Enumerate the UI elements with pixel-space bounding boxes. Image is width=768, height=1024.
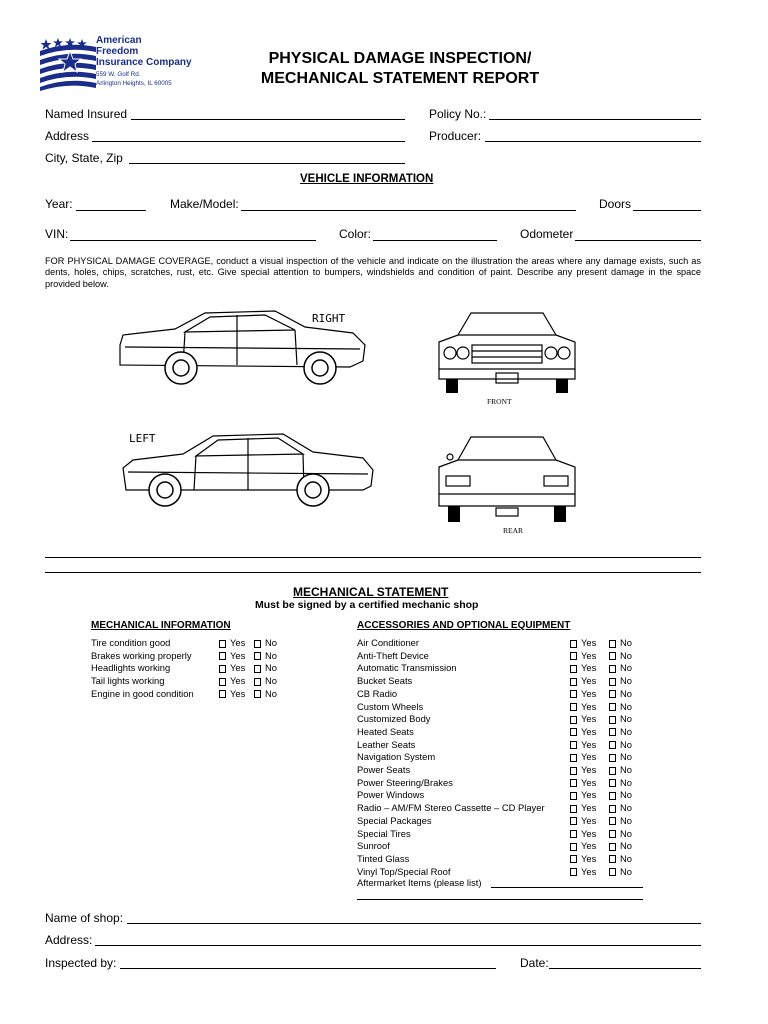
- yes-option[interactable]: [570, 866, 596, 877]
- yes-label: Yes: [581, 789, 597, 801]
- vehicle-info-heading: VEHICLE INFORMATION: [300, 173, 434, 185]
- no-option[interactable]: [609, 637, 632, 648]
- checklist-item-label: Leather Seats: [357, 738, 416, 750]
- checklist-row: [357, 777, 657, 788]
- no-checkbox[interactable]: [609, 678, 616, 686]
- yes-label: Yes: [581, 700, 597, 712]
- checklist-item-label: Special Packages: [357, 814, 432, 826]
- yes-option[interactable]: [570, 701, 596, 712]
- company-name-2: Freedom: [96, 46, 139, 57]
- checklist-row: [357, 701, 657, 712]
- yes-label: Yes: [581, 662, 597, 674]
- no-checkbox[interactable]: [609, 779, 616, 787]
- no-checkbox[interactable]: [609, 716, 616, 724]
- checklist-item-label: Navigation System: [357, 751, 436, 763]
- policy-no-label: Policy No.:: [429, 107, 487, 121]
- company-name-1: American: [96, 35, 142, 46]
- no-label: No: [620, 865, 632, 877]
- yes-checkbox[interactable]: [570, 830, 577, 838]
- checklist-row: [91, 662, 391, 673]
- named-insured-field[interactable]: [131, 119, 405, 120]
- no-label: No: [620, 687, 632, 699]
- yes-checkbox[interactable]: [219, 665, 226, 673]
- checklist-item-label: Headlights working: [91, 662, 171, 674]
- yes-label: Yes: [581, 713, 597, 725]
- yes-option[interactable]: [570, 802, 596, 813]
- no-option[interactable]: [254, 675, 277, 686]
- shop-name-field[interactable]: [127, 923, 701, 924]
- doors-label: Doors: [599, 197, 632, 211]
- form-title-line1: PHYSICAL DAMAGE INSPECTION/: [268, 50, 532, 67]
- mechanical-statement-subheading: Must be signed by a certified mechanic shop: [255, 599, 479, 611]
- yes-option[interactable]: [219, 637, 245, 648]
- no-checkbox[interactable]: [254, 690, 261, 698]
- no-option[interactable]: [254, 688, 277, 699]
- checklist-item-label: Tail lights working: [91, 675, 165, 687]
- producer-field[interactable]: [485, 141, 701, 142]
- no-label: No: [620, 662, 632, 674]
- car-left-side-illustration[interactable]: [118, 428, 378, 513]
- no-label: No: [265, 637, 277, 648]
- yes-checkbox[interactable]: [570, 754, 577, 762]
- yes-label: Yes: [230, 649, 246, 661]
- shop-address-field[interactable]: [95, 945, 701, 946]
- checklist-item-label: Customized Body: [357, 713, 431, 725]
- flag-icon: [40, 37, 96, 91]
- company-address-2: Arlington Heights, IL 60005: [96, 80, 172, 87]
- no-label: No: [265, 687, 277, 699]
- odometer-label: Odometer: [520, 227, 574, 241]
- checklist-item-label: Air Conditioner: [357, 637, 420, 648]
- yes-option[interactable]: [219, 675, 245, 686]
- yes-checkbox[interactable]: [570, 728, 577, 736]
- checklist-item-label: Engine in good condition: [91, 687, 194, 699]
- yes-option[interactable]: [219, 650, 245, 661]
- yes-checkbox[interactable]: [219, 690, 226, 698]
- yes-label: Yes: [581, 865, 597, 877]
- yes-option[interactable]: [570, 764, 596, 775]
- damage-description-line-1[interactable]: [45, 557, 701, 558]
- yes-option[interactable]: [570, 853, 596, 864]
- no-option[interactable]: [609, 675, 632, 686]
- yes-option[interactable]: [570, 713, 596, 724]
- checklist-item-label: CB Radio: [357, 687, 398, 699]
- no-option[interactable]: [609, 726, 632, 737]
- shop-address-label: Address:: [45, 933, 93, 947]
- no-label: No: [620, 751, 632, 763]
- no-checkbox[interactable]: [609, 767, 616, 775]
- no-option[interactable]: [609, 840, 632, 851]
- no-label: No: [265, 662, 277, 674]
- checklist-row: [91, 688, 391, 699]
- yes-checkbox[interactable]: [570, 716, 577, 724]
- no-label: No: [620, 675, 632, 687]
- checklist-row: [357, 853, 657, 864]
- checklist-item-label: Power Seats: [357, 764, 411, 775]
- yes-label: Yes: [581, 764, 597, 775]
- no-option[interactable]: [609, 777, 632, 788]
- no-option[interactable]: [609, 866, 632, 877]
- yes-checkbox[interactable]: [570, 640, 577, 648]
- no-checkbox[interactable]: [609, 665, 616, 673]
- color-label: Color:: [339, 227, 372, 241]
- yes-option[interactable]: [570, 662, 596, 673]
- no-option[interactable]: [609, 701, 632, 712]
- no-checkbox[interactable]: [609, 690, 616, 698]
- yes-checkbox[interactable]: [570, 817, 577, 825]
- yes-label: Yes: [581, 802, 597, 814]
- yes-checkbox[interactable]: [570, 843, 577, 851]
- yes-checkbox[interactable]: [570, 792, 577, 800]
- yes-option[interactable]: [570, 815, 596, 826]
- yes-option[interactable]: [570, 688, 596, 699]
- no-label: No: [620, 738, 632, 750]
- checklist-row: [357, 751, 657, 762]
- no-option[interactable]: [609, 789, 632, 800]
- checklist-row: [357, 815, 657, 826]
- aftermarket-label: Aftermarket Items (please list): [357, 877, 482, 888]
- no-label: No: [620, 725, 632, 737]
- checklist-row: [357, 739, 657, 750]
- yes-option[interactable]: [570, 637, 596, 648]
- yes-option[interactable]: [570, 650, 596, 661]
- address-field[interactable]: [92, 141, 405, 142]
- checklist-row: [357, 650, 657, 661]
- yes-label: Yes: [581, 738, 597, 750]
- no-label: No: [620, 713, 632, 725]
- producer-label: Producer:: [429, 129, 482, 143]
- yes-label: Yes: [581, 776, 597, 788]
- aftermarket-field-1[interactable]: [491, 887, 643, 888]
- yes-checkbox[interactable]: [570, 855, 577, 863]
- form-title-line2: MECHANICAL STATEMENT REPORT: [260, 70, 540, 87]
- checklist-item-label: Bucket Seats: [357, 675, 413, 687]
- yes-label: Yes: [581, 649, 597, 661]
- checklist-row: [91, 650, 391, 661]
- yes-option[interactable]: [570, 751, 596, 762]
- checklist-row: [357, 789, 657, 800]
- yes-checkbox[interactable]: [570, 805, 577, 813]
- mechanical-info-heading: MECHANICAL INFORMATION: [91, 620, 231, 631]
- yes-option[interactable]: [219, 662, 245, 673]
- no-label: No: [265, 675, 277, 687]
- no-checkbox[interactable]: [609, 868, 616, 876]
- yes-option[interactable]: [570, 840, 596, 851]
- yes-checkbox[interactable]: [219, 640, 226, 648]
- yes-label: Yes: [230, 662, 246, 674]
- no-label: No: [620, 814, 632, 826]
- no-label: No: [620, 840, 632, 852]
- accessories-heading: ACCESSORIES AND OPTIONAL EQUIPMENT: [357, 620, 571, 631]
- yes-checkbox[interactable]: [570, 690, 577, 698]
- checklist-row: [91, 637, 391, 648]
- yes-checkbox[interactable]: [570, 767, 577, 775]
- year-label: Year:: [45, 197, 73, 211]
- no-option[interactable]: [609, 650, 632, 661]
- checklist-row: [357, 802, 657, 813]
- no-checkbox[interactable]: [254, 652, 261, 660]
- checklist-item-label: Power Windows: [357, 789, 425, 801]
- checklist-item-label: Automatic Transmission: [357, 662, 457, 674]
- make-model-field[interactable]: [241, 210, 576, 211]
- no-checkbox[interactable]: [609, 754, 616, 762]
- checklist-item-label: Special Tires: [357, 827, 411, 839]
- no-option[interactable]: [609, 815, 632, 826]
- checklist-row: [91, 675, 391, 686]
- no-label: No: [620, 789, 632, 801]
- yes-label: Yes: [230, 675, 246, 687]
- view-label-rear: REAR: [503, 526, 524, 535]
- checklist-item-label: Brakes working properly: [91, 649, 192, 661]
- checklist-row: [357, 764, 657, 775]
- yes-checkbox[interactable]: [570, 652, 577, 660]
- view-label-front: FRONT: [487, 397, 512, 406]
- inspection-instructions: FOR PHYSICAL DAMAGE COVERAGE, conduct a visual inspection of the vehicle and indicate on the illustration the areas where any damage exists, such as dents, holes, chips, scratches, rust, etc. Give special attention to bumpers, windshields and condition of paint. Describe any present damage in the space provided below.: [45, 256, 701, 289]
- no-label: No: [620, 827, 632, 839]
- yes-checkbox[interactable]: [570, 665, 577, 673]
- no-label: No: [620, 852, 632, 864]
- doors-field[interactable]: [633, 210, 701, 211]
- no-option[interactable]: [609, 662, 632, 673]
- yes-label: Yes: [581, 840, 597, 852]
- checklist-item-label: Sunroof: [357, 840, 390, 852]
- yes-label: Yes: [230, 687, 246, 699]
- no-checkbox[interactable]: [254, 640, 261, 648]
- checklist-row: [357, 840, 657, 851]
- inspected-by-field[interactable]: [120, 968, 496, 969]
- date-label: Date:: [520, 956, 549, 970]
- checklist-row: [357, 713, 657, 724]
- no-checkbox[interactable]: [609, 805, 616, 813]
- no-checkbox[interactable]: [609, 792, 616, 800]
- yes-checkbox[interactable]: [570, 868, 577, 876]
- checklist-item-label: Tinted Glass: [357, 852, 410, 864]
- no-checkbox[interactable]: [609, 855, 616, 863]
- yes-option[interactable]: [570, 828, 596, 839]
- checklist-row: [357, 662, 657, 673]
- no-option[interactable]: [609, 713, 632, 724]
- color-field[interactable]: [373, 240, 497, 241]
- yes-label: Yes: [581, 637, 597, 648]
- no-label: No: [620, 649, 632, 661]
- no-checkbox[interactable]: [609, 728, 616, 736]
- yes-label: Yes: [581, 687, 597, 699]
- vin-label: VIN:: [45, 227, 69, 241]
- yes-option[interactable]: [570, 789, 596, 800]
- yes-label: Yes: [581, 814, 597, 826]
- no-option[interactable]: [609, 802, 632, 813]
- yes-option[interactable]: [219, 688, 245, 699]
- named-insured-label: Named Insured: [45, 107, 128, 121]
- no-label: No: [620, 802, 632, 814]
- company-address-1: 559 W. Golf Rd.: [96, 71, 141, 78]
- no-checkbox[interactable]: [609, 652, 616, 660]
- yes-label: Yes: [230, 637, 246, 648]
- no-option[interactable]: [254, 637, 277, 648]
- yes-checkbox[interactable]: [570, 703, 577, 711]
- no-label: No: [620, 637, 632, 648]
- checklist-item-label: Custom Wheels: [357, 700, 424, 712]
- odometer-field[interactable]: [575, 240, 701, 241]
- checklist-row: [357, 688, 657, 699]
- checklist-row: [357, 637, 657, 648]
- checklist-row: [357, 675, 657, 686]
- yes-checkbox[interactable]: [570, 741, 577, 749]
- no-option[interactable]: [609, 828, 632, 839]
- checklist-item-label: Tire condition good: [91, 637, 171, 648]
- yes-checkbox[interactable]: [570, 779, 577, 787]
- no-option[interactable]: [609, 688, 632, 699]
- no-checkbox[interactable]: [609, 703, 616, 711]
- yes-option[interactable]: [570, 675, 596, 686]
- no-checkbox[interactable]: [254, 665, 261, 673]
- checklist-item-label: Anti-Theft Device: [357, 649, 429, 661]
- address-label: Address: [45, 129, 90, 143]
- car-rear-illustration[interactable]: [436, 432, 578, 528]
- damage-description-line-2[interactable]: [45, 572, 701, 573]
- checklist-item-label: Vinyl Top/Special Roof: [357, 865, 451, 877]
- no-checkbox[interactable]: [609, 830, 616, 838]
- yes-label: Yes: [581, 751, 597, 763]
- no-checkbox[interactable]: [609, 843, 616, 851]
- yes-option[interactable]: [570, 777, 596, 788]
- aftermarket-field-2[interactable]: [357, 899, 643, 900]
- yes-label: Yes: [581, 675, 597, 687]
- city-state-zip-label: City, State, Zip: [45, 151, 123, 165]
- yes-label: Yes: [581, 725, 597, 737]
- yes-checkbox[interactable]: [570, 678, 577, 686]
- no-checkbox[interactable]: [254, 678, 261, 686]
- city-state-zip-field[interactable]: [129, 163, 405, 164]
- date-field[interactable]: [549, 968, 701, 969]
- no-option[interactable]: [254, 650, 277, 661]
- mechanical-statement-heading: MECHANICAL STATEMENT: [293, 585, 449, 599]
- checklist-item-label: Radio – AM/FM Stereo Cassette – CD Player: [357, 802, 545, 814]
- no-option[interactable]: [254, 662, 277, 673]
- checklist-item-label: Power Steering/Brakes: [357, 776, 453, 788]
- checklist-row: [357, 866, 657, 877]
- vin-field[interactable]: [70, 240, 316, 241]
- shop-name-label: Name of shop:: [45, 911, 124, 925]
- yes-checkbox[interactable]: [219, 652, 226, 660]
- no-option[interactable]: [609, 764, 632, 775]
- view-label-right: RIGHT: [312, 312, 346, 325]
- view-label-left: LEFT: [129, 432, 156, 445]
- no-option[interactable]: [609, 739, 632, 750]
- yes-option[interactable]: [570, 726, 596, 737]
- yes-checkbox[interactable]: [219, 678, 226, 686]
- checklist-item-label: Heated Seats: [357, 725, 414, 737]
- checklist-row: [357, 726, 657, 737]
- checklist-row: [357, 828, 657, 839]
- company-name-3: Insurance Company: [96, 57, 192, 68]
- yes-option[interactable]: [570, 739, 596, 750]
- no-label: No: [620, 700, 632, 712]
- company-logo: [40, 37, 96, 91]
- inspected-by-label: Inspected by:: [45, 956, 117, 970]
- yes-label: Yes: [581, 827, 597, 839]
- no-option[interactable]: [609, 751, 632, 762]
- car-front-illustration[interactable]: [436, 307, 578, 399]
- no-checkbox[interactable]: [609, 640, 616, 648]
- no-checkbox[interactable]: [609, 817, 616, 825]
- yes-label: Yes: [581, 852, 597, 864]
- policy-no-field[interactable]: [489, 119, 701, 120]
- no-option[interactable]: [609, 853, 632, 864]
- no-label: No: [620, 764, 632, 775]
- no-label: No: [265, 649, 277, 661]
- make-model-label: Make/Model:: [170, 197, 239, 211]
- year-field[interactable]: [76, 210, 146, 211]
- no-checkbox[interactable]: [609, 741, 616, 749]
- no-label: No: [620, 776, 632, 788]
